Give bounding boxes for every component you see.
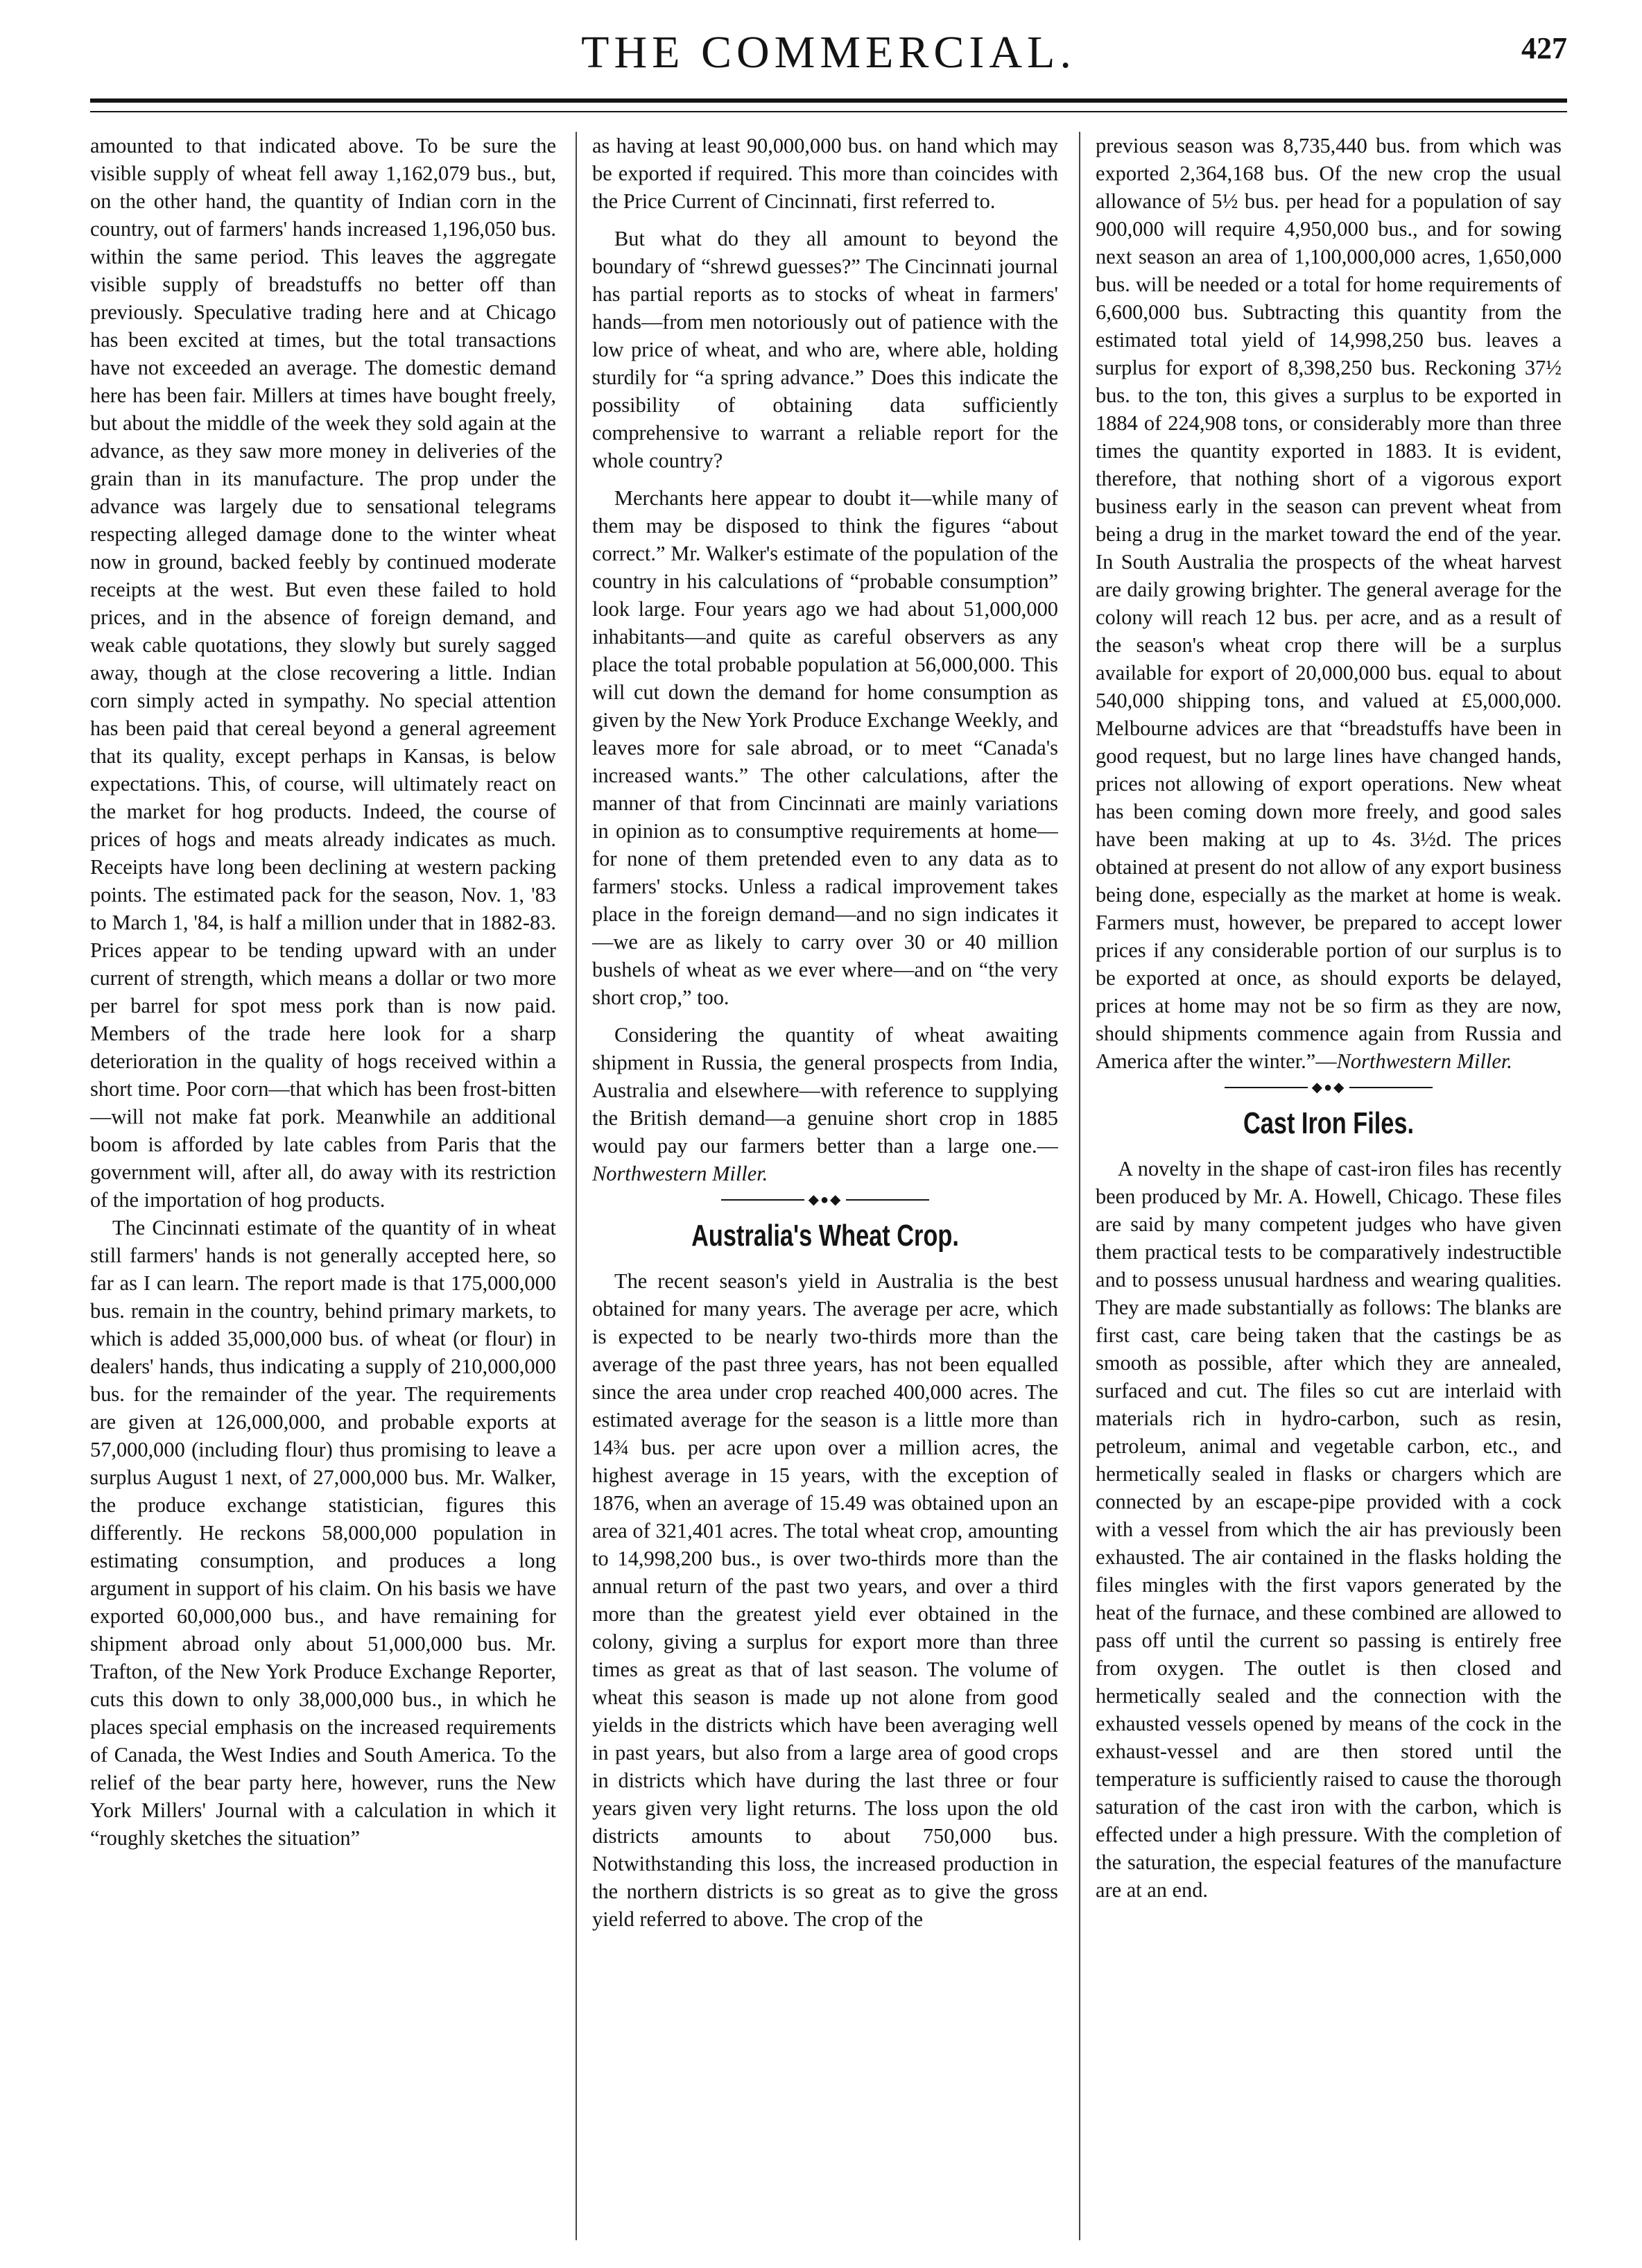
- masthead-rule-thin: [90, 111, 1567, 112]
- paragraph: [1096, 132, 1562, 1075]
- masthead: [90, 26, 1567, 93]
- column-2: [592, 132, 1058, 2240]
- paragraph-text: previous season was 8,735,440 bus. from which was exported 2,364,168 bus. Of the new crop the usual allowance of 5½ bus. per head for a population of say 900,000 will require 4,950,000 bus., and for sowing next season an area of 1,100,000,000 acres, 1,650,000 bus. will be needed or a total for home requirements of 6,600,000 bus. Subtracting this quantity from the estimated total yield of 14,998,250 bus. leaves a surplus for export of 8,398,250 bus. Reckoning 37½ bus. to the ton, this gives a surplus to be exported in 1884 of 224,908 tons, or considerably more than three times the quantity exported in 1883. It is evident, therefore, that nothing short of a vigorous export business early in the season can prevent wheat from being a drug in the market toward the end of the year. In South Australia the prospects of the wheat harvest are daily growing brighter. The general average for the colony will reach 12 bus. per acre, and as a result of the season's wheat crop there will be a surplus available for export of 20,000,000 bus. equal to about 540,000 shipping tons, and valued at £5,000,000. Melbourne advices are that “breadstuffs have been in good request, but no large lines have changed hands, prices not allowing of export operations. New wheat has been coming down more freely, and good sales have been making at up to 4s. 3½d. The prices obtained at present do not allow of any export business being done, especially as the market at home is weak. Farmers must, however, be prepared to accept lower prices if any considerable portion of our surplus is to be exported at once, as should exports be delayed, prices at home may not be so firm as they are now, should shipments commence again from Russia and America after the winter.”—: [1096, 134, 1562, 1073]
- paragraph: But what do they all amount to beyond the boundary of “shrewd guesses?” The Cincinnati journal has partial reports as to stocks of wheat in farmers' hands—from men notoriously out of patience with the low price of wheat, and who are, where able, holding sturdily for “a spring advance.” Does this indicate the possibility of obtaining data sufficiently comprehensive to warrant a reliable report for the whole country?: [592, 227, 1058, 472]
- paragraph: [592, 1021, 1058, 1187]
- paragraph: The recent season's yield in Australia is the best obtained for many years. The average per acre, which is expected to be nearly two-thirds more than the average of the past three years, has not been equalled since the area under crop reached 400,000 acres. The estimated average for the season is a little more than 14¾ bus. per acre upon over a million acres, the highest average in 15 years, with the exception of 1876, when an average of 15.49 was obtained upon an area of 321,401 acres. The total wheat crop, amounting to 14,998,200 bus., is over two-thirds more than the annual return of the past two years, and over a third more than the greatest yield ever obtained in the colony, giving a surplus for export more than three times as great as that of last season. The volume of wheat this season is made up not alone from good yields in the districts which have been averaging well in past years, but also from a large area of good crops in districts which have during the last three or four years given very light returns. The loss upon the old districts amounts to about 750,000 bus. Notwithstanding this loss, the increased production in the northern districts is so great as to give the gross yield referred to above. The crop of the: [592, 1269, 1058, 1932]
- paragraph: Merchants here appear to doubt it—while many of them may be disposed to think the figures “about correct.” Mr. Walker's estimate of the population of the country in his calculations of “probable consumption” look large. Four years ago we had about 51,000,000 inhabitants—and quite as careful observers as any place the total probable population at 56,000,000. This will cut down the demand for home consumption as given by the New York Produce Exchange Weekly, and leaves more for sale abroad, or to meet “Canada's increased wants.” The other calculations, after the manner of that from Cincinnati are mainly variations in opinion as to consumptive requirements at home—for none of them pretended even to any data as to farmers' stocks. Unless a radical improvement takes place in the foreign demand—and no sign indicates it—we are as likely to carry over 30 or 40 million bushels of wheat as we ever where—and on “the very short crop,” too.: [592, 486, 1058, 1009]
- paragraph-text: Considering the quantity of wheat awaiting shipment in Russia, the general prospects from India, Australia and elsewhere—with reference to supplying the British demand—a genuine short crop in 1885 would pay our farmers better than a large one.—: [592, 1023, 1058, 1158]
- paragraph: A novelty in the shape of cast-iron files has recently been produced by Mr. A. Howell, Chicago. These files are said by many competent judges who have given them practical tests to be comparatively indestructible and to possess unusual hardness and wearing qualities. They are made substantially as follows: The blanks are first cast, care being taken that the castings be as smooth as possible, after which they are annealed, surfaced and cut. The files so cut are interlaid with materials rich in hydro-carbon, such as resin, petroleum, animal and vegetable carbon, etc., and hermetically sealed in flasks or chargers which are connected by an escape-pipe provided with a cock with a vessel from which the air has previously been exhausted. The air contained in the flasks holding the files mingles with the first vapors generated by the heat of the furnace, and these combined are allowed to pass off until the current so passing is entirely free from oxygen. The outlet is then closed and hermetically sealed and the connection with the exhausted vessels opened by means of the cock in the exhaust-vessel and are then stored until the temperature is sufficiently raised to cause the thorough saturation of the cast iron with the carbon, which is effected under a high pressure. With the completion of the saturation, the especial features of the manufacture are at an end.: [1096, 1157, 1562, 1902]
- column-divider: [576, 132, 577, 2240]
- byline: Northwestern Miller.: [592, 1162, 768, 1185]
- paragraph: The Cincinnati estimate of the quantity of in wheat still farmers' hands is not generally accepted here, so far as I can learn. The report made is that 175,000,000 bus. remain in the country, behind primary markets, to which is added 35,000,000 bus. of wheat (or flour) in dealers' hands, thus indicating a supply of 210,000,000 bus. for the remainder of the year. The requirements are given at 126,000,000, and probable exports at 57,000,000 (including flour) thus promising to leave a surplus August 1 next, of 27,000,000 bus. Mr. Walker, the produce exchange statistician, figures this differently. He reckons 58,000,000 population in estimating consumption, and produces a long argument in support of his claim. On his basis we have exported 60,000,000 bus., and have remaining for shipment abroad only about 51,000,000 bus. Mr. Trafton, of the New York Produce Exchange Reporter, cuts this down to only 38,000,000 bus., in which he places special emphasis on the increased requirements of Canada, the West Indies and South America. To the relief of the bear party here, however, runs the New York Millers' Journal with a calculation in which it “roughly sketches the situation”: [90, 1216, 556, 1850]
- column-1: [90, 132, 556, 2240]
- byline: Northwestern Miller.: [1336, 1049, 1512, 1073]
- column-divider: [1079, 132, 1080, 2240]
- paragraph: as having at least 90,000,000 bus. on hand which may be exported if required. This more than coincides with the Price Current of Cincinnati, first referred to.: [592, 134, 1058, 213]
- headline-cast-iron-files: Cast Iron Files.: [1243, 1106, 1415, 1141]
- masthead-rule-thick: [90, 98, 1567, 103]
- paragraph: amounted to that indicated above. To be sure the visible supply of wheat fell away 1,162,079 bus., but, on the other hand, the quantity of Indian corn in the country, out of farmers' hands increased 1,196,050 bus. within the same period. This leaves the aggregate visible supply of breadstuffs no better off than previously. Speculative trading here and at Chicago has been excited at times, but the total transactions have not exceeded an average. The domestic demand here has been fair. Millers at times have bought freely, but about the middle of the week they sold again at the advance, as they saw more money in deliveries of the grain than in its manufacture. The prop under the advance was largely due to sensational telegrams respecting alleged damage done to the winter wheat now in ground, backed feebly by continued moderate receipts at the west. But even these failed to hold prices, and in the absence of foreign demand, and weak cable quotations, they slowly but surely sagged away, though at the close recovering a little. Indian corn simply acted in sympathy. No special attention has been paid that cereal beyond a general agreement that its quality, except perhaps in Kansas, is below expectations. This, of course, will ultimately react on the market for hog products. Indeed, the course of prices of hogs and meats already indicates as much. Receipts have long been declining at western packing points. The estimated pack for the season, Nov. 1, '83 to March 1, '84, is half a million under that in 1882-83. Prices appear to be tending upward with an under current of strength, which means a dollar or two more per barrel for spot mess pork than is now paid. Members of the trade here look for a sharp deterioration in the quality of hogs received within a short time. Poor corn—that which has been frost-bitten—will not make fat pork. Meanwhile an additional boom is afforded by late cables from Paris that the government will, after all, do away with its restriction of the importation of hog products.: [90, 134, 556, 1212]
- headline-australias-wheat-crop: Australia's Wheat Crop.: [691, 1219, 959, 1253]
- column-3: [1096, 132, 1562, 2240]
- publication-title: THE COMMERCIAL.: [581, 27, 1076, 78]
- section-separator: ◆●◆: [1096, 1081, 1562, 1094]
- section-separator: ◆●◆: [592, 1193, 1058, 1206]
- page-number: 427: [1521, 31, 1567, 65]
